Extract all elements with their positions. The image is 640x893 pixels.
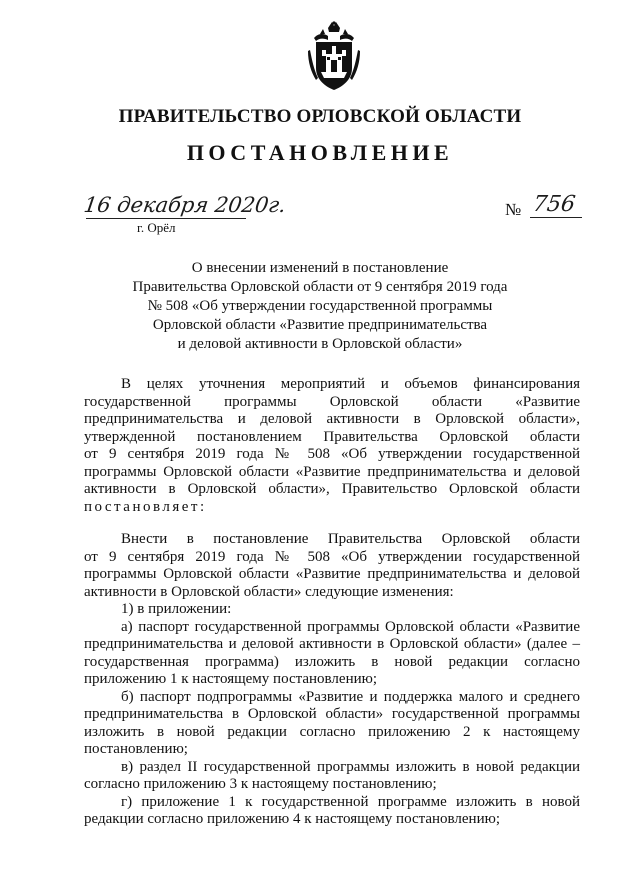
main-line: от 9 сентября 2019 года № 508 «Об утверждении государственной [84,548,580,565]
item-a-line: государственная программа) изложить в новой редакции согласно [84,653,580,670]
document-body [84,376,580,829]
item-b-line: изложить в новой редакции согласно приложению 2 к настоящему [84,723,580,740]
subject-line: Орловской области «Развитие предпринимательства [152,317,488,333]
document-subject [100,259,540,354]
handwritten-number: 756 [531,192,577,217]
coat-of-arms-emblem [306,20,362,92]
main-line: активности в Орловской области» следующие изменения: [84,583,454,600]
item-a-line: приложению 1 к настоящему постановлению; [84,671,377,687]
subject-line: О внесении изменений в постановление [191,260,449,276]
subject-line: и деловой активности в Орловской области» [177,336,463,352]
item-g-line: редакции согласно приложению 4 к настоящему постановлению; [84,811,500,827]
item-a-line: предпринимательства и деловой активности в Орловской области» (далее – [84,636,580,652]
number-underline [530,217,582,218]
city: г. Орёл [137,220,176,235]
number-label: № [505,200,522,219]
subject-line: Правительства Орловской области от 9 сентября 2019 года [132,279,508,295]
item-a-line: а) паспорт государственной программы Орловской области «Развитие [121,618,580,635]
item-1: 1) в приложении: [121,601,232,617]
preamble-line: утвержденной постановлением Правительства Орловской области [84,428,580,445]
item-v-line: в) раздел II государственной программы изложить в новой редакции [121,758,580,775]
handwritten-date: 16 декабря 2020г. [82,193,288,217]
preamble-line: программы Орловской области «Развитие предпринимательства и деловой [84,463,580,480]
main-line: программы Орловской области «Развитие предпринимательства и деловой [84,566,580,582]
item-b-line: постановлению; [84,741,188,757]
subject-line: № 508 «Об утверждении государственной программы [147,298,493,314]
resolves-word: постановляет: [84,498,207,515]
main-line: Внести в постановление Правительства Орловской области [121,531,580,547]
preamble-line: государственной программы Орловской области «Развитие [84,393,580,410]
government-title: ПРАВИТЕЛЬСТВО ОРЛОВСКОЙ ОБЛАСТИ [118,106,522,127]
preamble-line: от 9 сентября 2019 года № 508 «Об утверждении государственной [84,446,580,462]
preamble-line: В целях уточнения мероприятий и объемов финансирования [121,376,580,392]
item-v-line: согласно приложению 3 к настоящему постановлению; [84,776,437,792]
item-g-line: г) приложение 1 к государственной программе изложить в новой [121,793,580,810]
preamble-line: предпринимательства и деловой активности в Орловской области», [84,411,580,427]
document-type: ПОСТАНОВЛЕНИЕ [186,140,454,165]
preamble-line: активности в Орловской области», Правительство Орловской области [84,481,580,497]
item-b-line: б) паспорт подпрограммы «Развитие и поддержка малого и среднего [121,688,580,705]
date-underline [86,218,246,219]
item-b-line: предпринимательства в Орловской области» государственной программы [84,706,580,722]
